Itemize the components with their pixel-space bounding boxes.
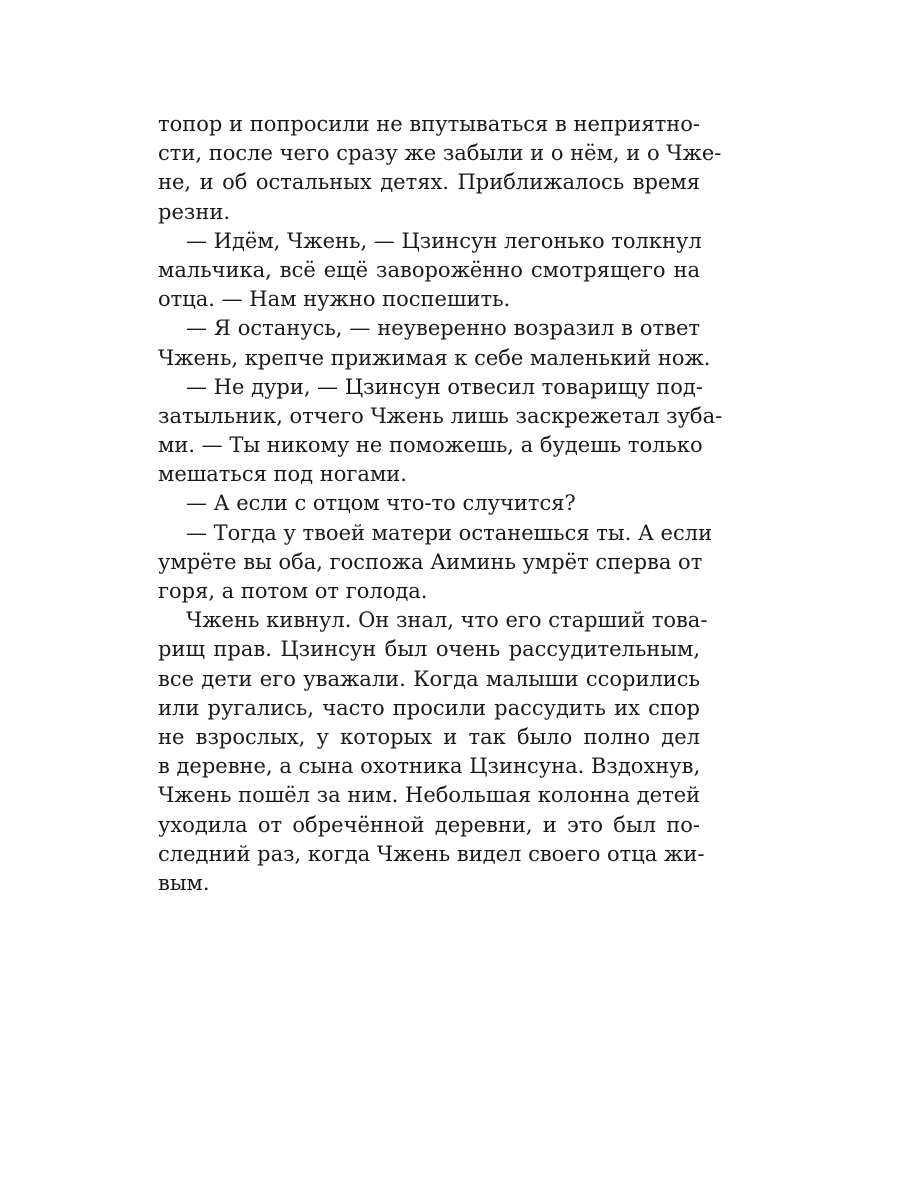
text-line: или ругались, часто просили рассудить их спор [158, 695, 700, 720]
text-line: ми. — Ты никому не поможешь, а будешь только [158, 433, 703, 458]
text-line: — Тогда у твоей матери останешься ты. А если [186, 520, 713, 545]
text-line: — Не дури, — Цзинсун отвесил товарищу под- [186, 374, 703, 399]
text-line: отца. — Нам нужно поспешить. [158, 287, 511, 312]
text-line: умрёте вы оба, госпожа Аиминь умрёт сперва от [158, 549, 703, 574]
text-line: мальчика, всё ещё заворожённо смотрящего на [158, 257, 700, 282]
text-line: — Идём, Чжень, — Цзинсун легонько толкнул [186, 228, 702, 253]
text-line: сти, после чего сразу же забыли и о нём, и о Чже- [158, 141, 722, 166]
text-line: рищ прав. Цзинсун был очень рассудительным, [158, 637, 700, 662]
text-line: Чжень, крепче прижимая к себе маленький нож. [158, 345, 711, 370]
text-line: в деревне, а сына охотника Цзинсуна. Вздохнув, [158, 754, 701, 779]
text-line: мешаться под ногами. [158, 462, 407, 487]
text-line: Чжень пошёл за ним. Небольшая колонна детей [158, 783, 701, 808]
text-line: не взрослых, у которых и так было полно дел [158, 724, 700, 749]
text-line: резни. [158, 199, 230, 224]
text-line: затыльник, отчего Чжень лишь заскрежетал зуба- [158, 403, 723, 428]
text-line: уходила от обречённой деревни, и это был по- [158, 812, 700, 837]
text-line: не, и об остальных детях. Приближалось время [158, 170, 700, 195]
text-line: все дети его уважали. Когда малыши ссорились [158, 666, 700, 691]
text-line: — А если с отцом что-то случится? [186, 491, 576, 516]
text-line: горя, а потом от голода. [158, 579, 428, 603]
text-line: топор и попросили не впутываться в неприятно- [158, 112, 700, 136]
text-line: вым. [158, 870, 210, 895]
text-line: Чжень кивнул. Он знал, что его старший това- [186, 608, 708, 633]
page-body-text [158, 110, 723, 898]
text-line: следний раз, когда Чжень видел своего отца жи- [158, 841, 705, 866]
text-line: — Я останусь, — неуверенно возразил в ответ [186, 316, 700, 341]
